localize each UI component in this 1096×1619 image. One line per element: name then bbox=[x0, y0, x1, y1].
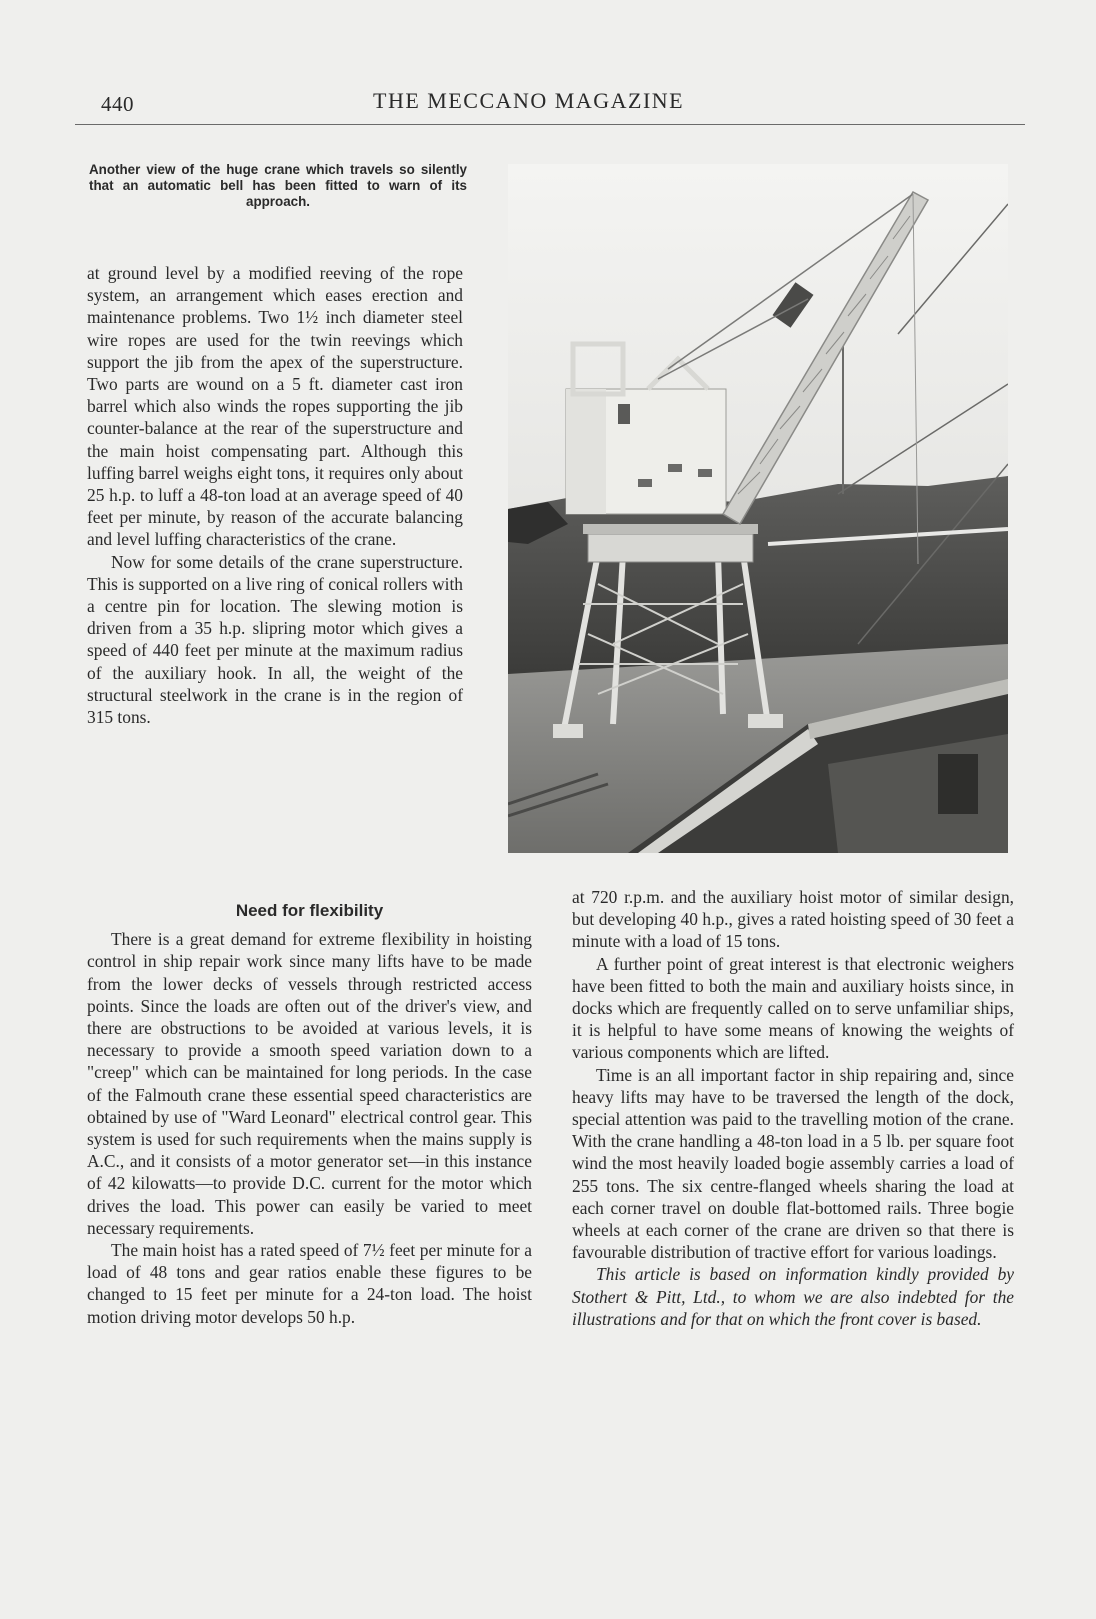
paragraph: at 720 r.p.m. and the auxiliary hoist motor of similar design, but developing 40 h.p., gives a rated hoisting speed of 30 feet a minute with a load of 15 tons. bbox=[572, 887, 1014, 952]
paragraph: A further point of great interest is that electronic weighers have been fitted to both the main and auxiliary hoists since, in docks which are frequently called on to serve unfamiliar ships, it is helpful to have some means of knowing the weights of various components which are lifted. bbox=[572, 953, 1014, 1063]
acknowledgement-note: This article is based on information kindly provided by Stothert & Pitt, Ltd., to whom we are also indebted for the illustrations and for that on which the front cover is based. bbox=[572, 1264, 1014, 1329]
text-column-right bbox=[572, 886, 1014, 1330]
paragraph: There is a great demand for extreme flexibility in hoisting control in ship repair work since many lifts have to be made from the lower decks of vessels through restricted access points. Since the loads are often out of the driver's view, and there are obstructions to be avoided at various levels, it is necessary to provide a smooth speed variation down to a "creep" which can be maintained for long periods. In the case of the Falmouth crane these essential speed characteristics are obtained by use of "Ward Leonard" electrical control gear. This system is used for such requirements when the mains supply is A.C., and it consists of a motor generator set—in this instance of 42 kilowatts—to provide D.C. current for the motor which drives the load. This power can easily be varied to meet necessary requirements. bbox=[87, 929, 532, 1238]
text-column-left-lower bbox=[87, 886, 532, 1328]
paragraph: The main hoist has a rated speed of 7½ feet per minute for a load of 48 tons and gear ratios enable these figures to be changed to 15 feet per minute for a 24-ton load. The hoist motion driving motor develops 50 h.p. bbox=[87, 1240, 532, 1327]
paragraph: Time is an all important factor in ship repairing and, since heavy lifts may have to be traversed the length of the dock, special attention was paid to the travelling motion of the crane. With the crane handling a 48-ton load in a 5 lb. per square foot wind the most heavily loaded bogie assembly carries a load of 255 tons. The six centre-flanged wheels sharing the load at each corner travel on double flat-bottomed rails. Three bogie wheels at each corner of the crane are driven so that there is favourable distribution of tractive effort for various loadings. bbox=[572, 1064, 1014, 1263]
page-number: 440 bbox=[101, 92, 134, 116]
header-divider bbox=[75, 124, 1025, 125]
section-heading: Need for flexibility bbox=[235, 901, 384, 920]
magazine-title: THE MECCANO MAGAZINE bbox=[373, 88, 685, 113]
paragraph: at ground level by a modified reeving of the rope system, an arrangement which eases erection and maintenance problems. Two 1½ inch diameter steel wire ropes are used for the twin reevings which support the jib from the apex of the superstructure. Two parts are wound on a 5 ft. diameter cast iron barrel which also winds the ropes supporting the jib counter-balance at the rear of the superstructure and the main hoist compensating part. Although this luffing barrel weighs eight tons, it requires only about 25 h.p. to luff a 48-ton load at an average speed of 40 feet per minute, by reason of the accurate balancing and level luffing characteristics of the crane. bbox=[87, 263, 463, 550]
crane-photograph bbox=[508, 164, 1008, 853]
text-column-left-upper bbox=[87, 262, 463, 728]
photo-caption: Another view of the huge crane which travels so silently that an automatic bell has been fitted to warn of its approach. bbox=[89, 162, 467, 209]
paragraph: Now for some details of the crane superstructure. This is supported on a live ring of conical rollers with a centre pin for location. The slewing motion is driven from a 35 h.p. slipring motor which gives a speed of 440 feet per minute at the maximum radius of the auxiliary hook. In all, the weight of the structural steelwork in the crane is in the region of 315 tons. bbox=[87, 551, 463, 728]
